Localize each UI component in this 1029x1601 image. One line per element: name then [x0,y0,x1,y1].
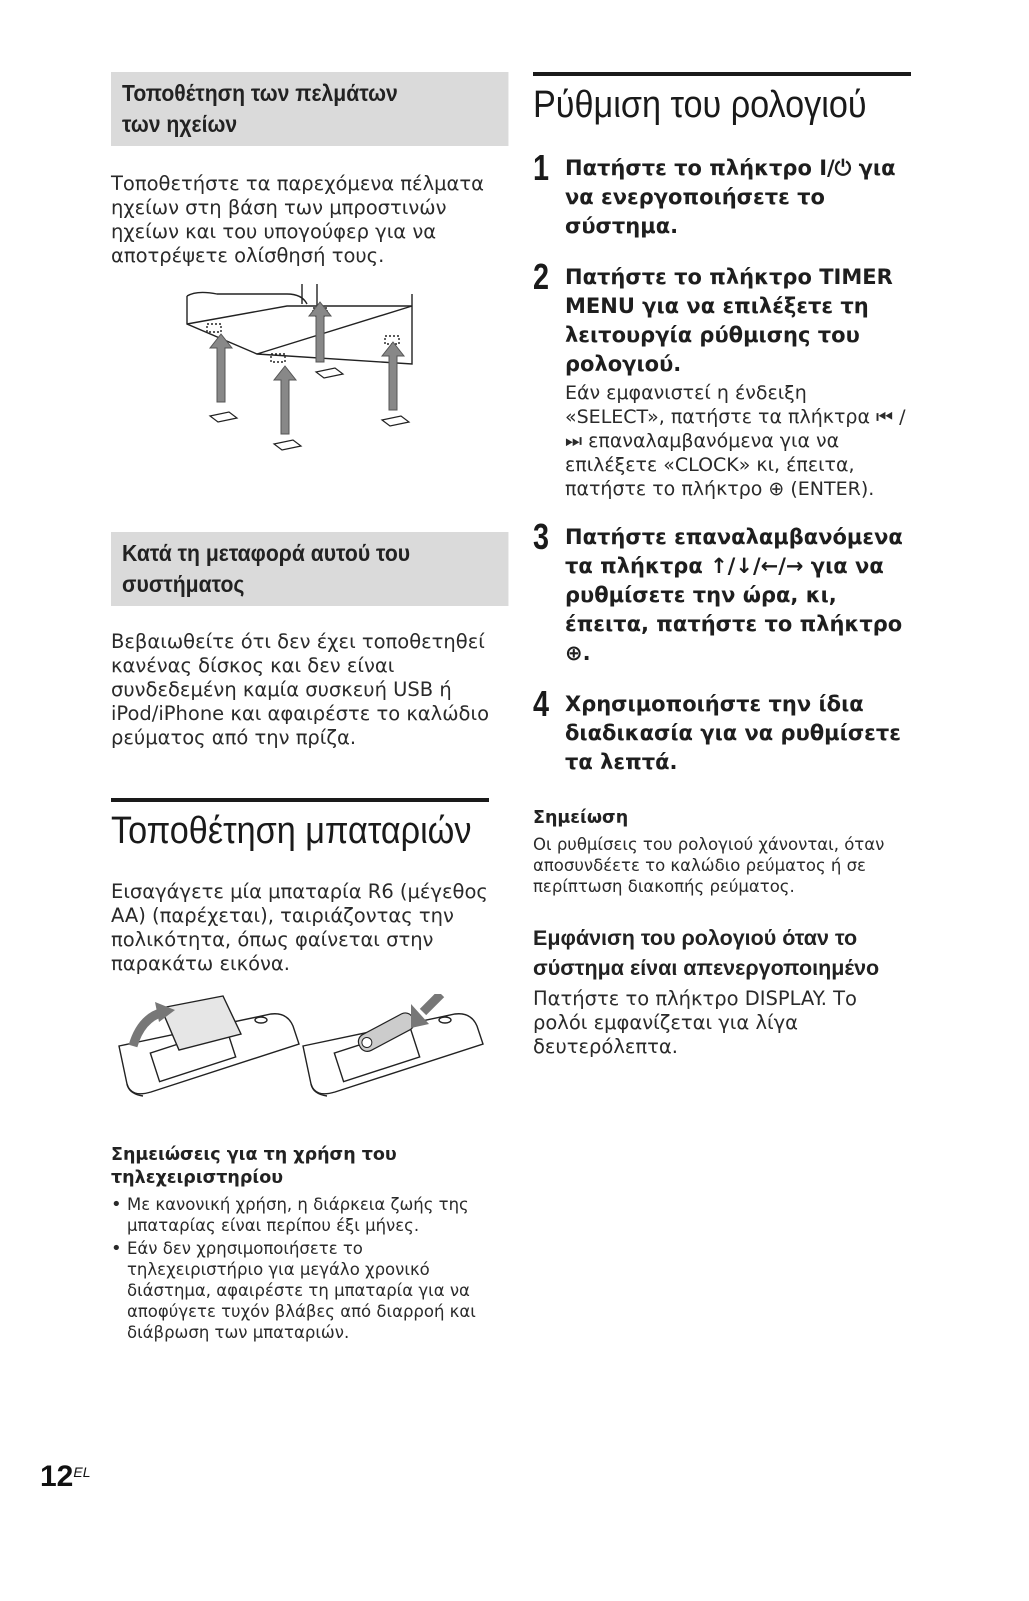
step-instruction: Πατήστε το πλήκτρο TIMER MENU για να επιλέξετε τη λειτουργία ρύθμισης του ρολογιού. [565,265,893,376]
clock-off-text: Πατήστε το πλήκτρο DISPLAY. Το ρολόι εμφανίζεται για λίγα δευτερόλεπτα. [533,987,857,1058]
speaker-base-diagram [177,284,427,454]
left-column [111,72,489,1345]
step-1 [533,147,911,241]
step-3 [533,516,911,668]
step-2 [533,256,911,501]
remote-notes-list [111,1194,489,1343]
page-number: $12^{EL}$ [40,1460,91,1493]
clock-note-heading: Σημείωση [533,808,629,828]
battery-insertion-illustration [111,994,489,1114]
step-instruction: Πατήστε επαναλαμβανόμενα τα πλήκτρα ↑/↓/←/→ για να ρυθμίσετε την ώρα, κι, έπειτα, πατήστε το πλήκτρο ⊕. [565,525,903,665]
remote-notes-heading: Σημειώσεις για τη χρήση του τηλεχειριστηρίου [111,1145,397,1188]
list-item: • Με κανονική χρήση, η διάρκεια ζωής της μπαταρίας είναι περίπου έξι μήνες. [111,1194,489,1236]
clock-note-text: Οι ρυθμίσεις του ρολογιού χάνονται, όταν αποσυνδέετε το καλώδιο ρεύματος ή σε περίπτωση διακοπής ρεύματος. [533,835,885,896]
step-number: 3 [533,516,550,557]
right-column [533,72,911,1059]
transport-text: Βεβαιωθείτε ότι δεν έχει τοποθετηθεί κανένας δίσκος και δεν είναι συνδεδεμένη καμία συσκευή USB ή iPod/iPhone και αφαιρέστε το καλώδιο ρεύματος από την πρίζα. [111,630,489,749]
speaker-feet-text: Τοποθετήστε τα παρεχόμενα πέλματα ηχείων στη βάση των μπροστινών ηχείων και του υπογούφερ για να αποτρέψετε ολίσθησή τους. [111,172,484,267]
speaker-feet-illustration [177,284,489,454]
batteries-title: Τοποθέτηση μπαταριών [111,798,489,854]
batteries-text: Εισαγάγετε μία μπαταρία R6 (μέγεθος AA) (παρέχεται), ταιριάζοντας την πολικότητα, όπως φαίνεται στην παρακάτω εικόνα. [111,880,488,975]
language-code: EL [73,1464,91,1480]
clock-setting-title: Ρύθμιση του ρολογιού [533,72,911,128]
step-number: 4 [533,683,550,724]
step-4 [533,683,911,777]
steps-list [533,147,911,777]
section-heading-transport: Κατά τη μεταφορά αυτού του συστήματος [111,532,509,606]
step-description: Εάν εμφανιστεί η ένδειξη «SELECT», πατήστε τα πλήκτρα ⏮ /⏭ επαναλαμβανόμενα για να επιλέξετε «CLOCK» κι, έπειτα, πατήστε το πλήκτρο ⊕ (ENTER). [565,382,906,500]
clock-off-heading: Εμφάνιση του ρολογιού όταν το σύστημα είναι απενεργοποιημένο [533,926,880,980]
step-instruction: Χρησιμοποιήστε την ίδια διαδικασία για να ρυθμίσετε τα λεπτά. [565,692,901,774]
step-instruction: Πατήστε το πλήκτρο I/⏻ για να ενεργοποιήσετε το σύστημα. [565,156,896,238]
section-heading-speaker-feet: Τοποθέτηση των πελμάτων των ηχείων [111,72,509,146]
remote-control-diagram [111,994,489,1114]
step-number: 2 [533,256,550,297]
list-item: • Εάν δεν χρησιμοποιήσετε το τηλεχειριστήριο για μεγάλο χρονικό διάστημα, αφαιρέστε τη μπαταρία για να αποφύγετε τυχόν βλάβες από διαρροή και διάβρωση των μπαταριών. [111,1238,489,1343]
step-number: 1 [533,147,550,188]
